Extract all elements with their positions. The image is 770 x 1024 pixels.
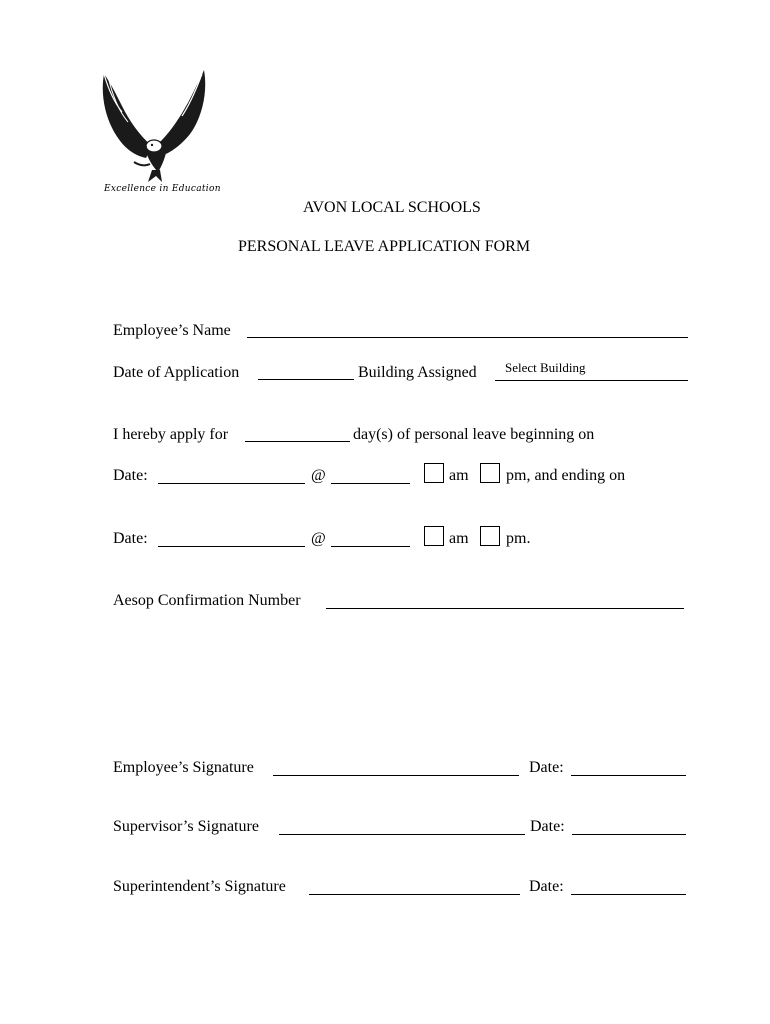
aesop-field[interactable] <box>326 608 684 609</box>
end-pm-label: pm. <box>506 530 531 547</box>
start-pm-label: pm, and ending on <box>506 467 626 484</box>
end-pm-checkbox[interactable] <box>480 526 500 546</box>
start-time-field[interactable] <box>331 483 410 484</box>
start-date-label: Date: <box>113 467 148 484</box>
date-of-application-label: Date of Application <box>113 364 240 381</box>
end-time-field[interactable] <box>331 546 410 547</box>
building-assigned-label: Building Assigned <box>358 364 477 381</box>
start-pm-checkbox[interactable] <box>480 463 500 483</box>
employee-name-label: Employee’s Name <box>113 322 231 339</box>
eagle-icon <box>96 66 216 184</box>
employee-signature-date-field[interactable] <box>571 775 686 776</box>
building-select-value: Select Building <box>505 360 586 375</box>
employee-signature-field[interactable] <box>273 775 519 776</box>
apply-for-label: I hereby apply for <box>113 426 229 443</box>
aesop-label: Aesop Confirmation Number <box>113 592 301 609</box>
building-select[interactable] <box>495 360 688 381</box>
page-title: AVON LOCAL SCHOOLS <box>303 199 481 216</box>
end-date-field[interactable] <box>158 546 305 547</box>
end-date-label: Date: <box>113 530 148 547</box>
supervisor-signature-date-label: Date: <box>530 818 565 835</box>
end-am-label: am <box>449 530 469 547</box>
logo-motto: Excellence in Education <box>104 184 221 194</box>
days-label: day(s) of personal leave beginning on <box>353 426 595 443</box>
superintendent-signature-date-label: Date: <box>529 878 564 895</box>
logo <box>96 66 221 196</box>
days-count-field[interactable] <box>245 441 350 442</box>
start-date-field[interactable] <box>158 483 305 484</box>
page-subtitle: PERSONAL LEAVE APPLICATION FORM <box>238 238 531 255</box>
date-of-application-field[interactable] <box>258 379 354 380</box>
start-at-symbol: @ <box>311 467 326 484</box>
superintendent-signature-date-field[interactable] <box>571 894 686 895</box>
supervisor-signature-field[interactable] <box>279 834 525 835</box>
start-am-label: am <box>449 467 469 484</box>
supervisor-signature-label: Supervisor’s Signature <box>113 818 259 835</box>
start-am-checkbox[interactable] <box>424 463 444 483</box>
end-at-symbol: @ <box>311 530 326 547</box>
supervisor-signature-date-field[interactable] <box>572 834 686 835</box>
superintendent-signature-field[interactable] <box>309 894 520 895</box>
end-am-checkbox[interactable] <box>424 526 444 546</box>
employee-signature-label: Employee’s Signature <box>113 759 254 776</box>
superintendent-signature-label: Superintendent’s Signature <box>113 878 286 895</box>
employee-name-field[interactable] <box>247 337 688 338</box>
employee-signature-date-label: Date: <box>529 759 564 776</box>
